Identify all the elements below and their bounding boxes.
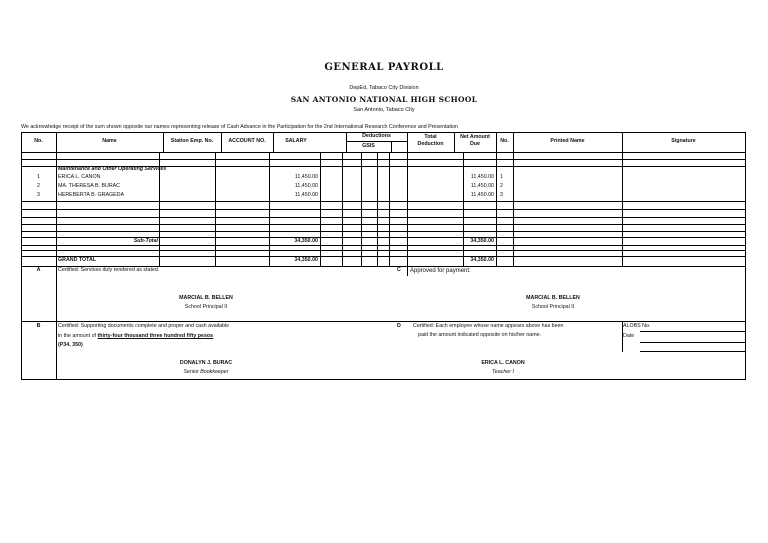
acknowledgement-text: We acknowledge receipt of the sum shown opposite our names representing release of Cash Advance in the Participation for the 2nd International Research Conference and Presentation: [21, 124, 458, 130]
grand-total-label: GRAND TOTAL: [58, 257, 97, 263]
cert-b-line2: in the amount of thirty-four thousand three hundred fifty pesos: [58, 333, 214, 339]
row-salary: 11,450.00: [294, 183, 318, 189]
col-header-total-deduction: Total Deduction: [417, 134, 444, 147]
subtotal-label: Sub-Total: [133, 238, 158, 244]
cert-d-position: Teacher I: [492, 369, 514, 375]
cert-a-signer: MARCIAL B. BELLEN: [179, 295, 233, 301]
row-name: MA. THERESA B. BURAC: [58, 183, 121, 189]
subtotal-salary: 34,350.00: [294, 238, 318, 244]
col-header-no2: No.: [500, 138, 509, 144]
cert-b-amount-words: thirty-four thousand three hundred fifty pesos: [97, 333, 214, 339]
cert-d-letter: D: [397, 323, 401, 329]
row-net: 11,450.00: [470, 183, 494, 189]
row-net: 11,450.00: [470, 174, 494, 180]
grand-total-salary: 34,350.00: [294, 257, 318, 263]
col-header-no: No.: [34, 138, 43, 144]
cert-b-letter: B: [36, 323, 41, 329]
grand-total-net: 34,350.00: [470, 257, 494, 263]
cert-c-position: School Principal II: [531, 304, 575, 310]
row-no2: 1: [500, 174, 503, 180]
division-name: DepEd, Tabaco City Division: [349, 85, 419, 91]
col-header-account: ACCOUNT NO.: [228, 138, 266, 144]
cert-d-signer: ERICA L. CANON: [481, 360, 525, 366]
col-header-gsis: GSIS: [362, 143, 375, 149]
row-no: 3: [37, 192, 40, 198]
payroll-title: GENERAL PAYROLL: [324, 62, 444, 73]
col-header-deductions: Deductions: [362, 133, 391, 139]
row-no2: 3: [500, 192, 503, 198]
school-address: San Antonio, Tabaco City: [353, 107, 415, 113]
row-name: HEREBERTA B. GRAGEDA: [58, 192, 125, 198]
col-header-net-amount: Net Amount Due: [460, 134, 490, 147]
cert-b-position: Senior Bookkeeper: [183, 369, 229, 375]
col-header-station: Station Emp. No.: [170, 138, 214, 144]
cert-a-letter: A: [36, 267, 41, 273]
cert-c-letter: C: [397, 267, 401, 273]
cert-c-text: Approved for payment:: [410, 268, 471, 274]
col-header-salary: SALARY: [285, 138, 307, 144]
row-no2: 2: [500, 183, 503, 189]
cert-a-text: Certified: Services duly rendered as stated.: [58, 267, 160, 273]
cert-b-amount: (P34, 350): [58, 342, 83, 348]
cert-b-line1: Certified: Supporting documents complete and proper and cash available: [58, 323, 230, 329]
school-name: SAN ANTONIO NATIONAL HIGH SCHOOL: [290, 95, 478, 104]
row-no: 1: [37, 174, 40, 180]
row-no: 2: [37, 183, 40, 189]
col-header-signature: Signature: [671, 138, 696, 144]
cert-b-signer: DONALYN J. BURAC: [179, 360, 233, 366]
col-header-printed-name: Printed Name: [550, 138, 585, 144]
cert-d-line1: Certified: Each employee whose name appears above has been: [413, 323, 564, 329]
row-name: ERICA L. CANON: [58, 174, 101, 180]
alobs-label: ALOBS No.: [623, 323, 651, 329]
row-salary: 11,450.00: [294, 192, 318, 198]
cert-c-signer: MARCIAL B. BELLEN: [526, 295, 580, 301]
section-label: Maintenance and Other Operating Services: [58, 166, 167, 172]
cert-d-line2: paid the amount indicated opposite on his/her name.: [418, 332, 542, 338]
date-label: Date: [623, 333, 635, 339]
cert-a-position: School Principal II: [184, 304, 228, 310]
subtotal-net: 34,350.00: [470, 238, 494, 244]
row-net: 11,450.00: [470, 192, 494, 198]
row-salary: 11,450.00: [294, 174, 318, 180]
col-header-name: Name: [102, 138, 117, 144]
